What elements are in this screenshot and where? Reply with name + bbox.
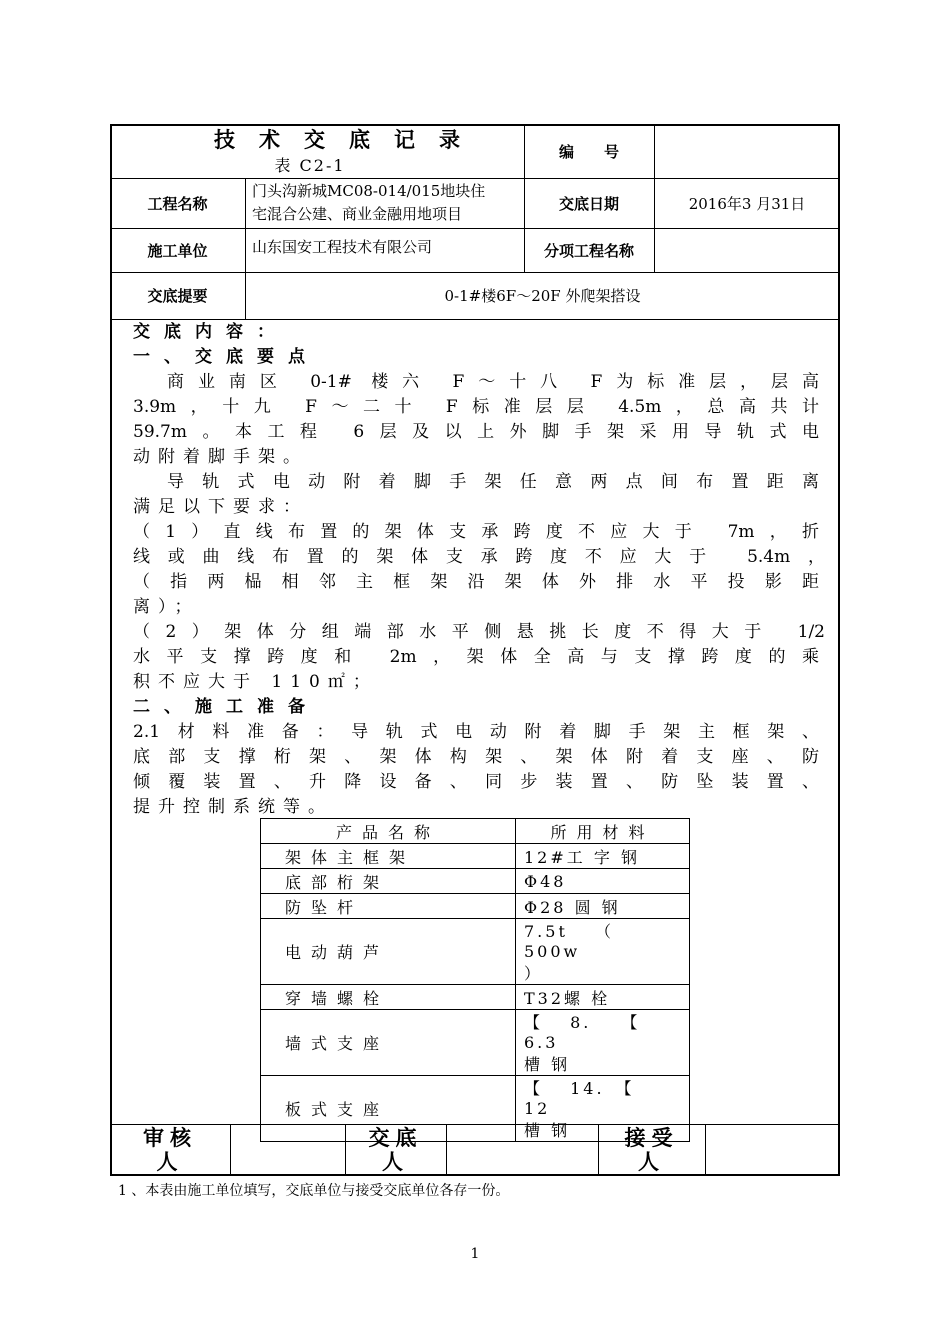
table-header-row <box>261 819 690 844</box>
content-line: 2.1材料准备：导轨式电动附着脚手架主框架、 <box>133 722 819 742</box>
table-row <box>261 1010 690 1076</box>
content-line: 线或曲线布置的架体支承跨度不应大于 5.4m， <box>133 547 825 567</box>
content-line: 导轨式电动附着脚手架任意两点间布置距离 <box>167 472 819 492</box>
project-name-label: 工程名称 <box>147 194 208 213</box>
section-title: 一、交底要点 <box>133 347 319 367</box>
summary-value: 0-1#楼6F～20F 外爬架搭设 <box>444 287 641 305</box>
project-name-line: 门头沟新城MC08-014/015地块住 <box>252 182 486 200</box>
summary-label: 交底提要 <box>147 287 208 305</box>
content-line: 积不应大于 110㎡； <box>133 672 378 692</box>
discloser-label <box>345 1124 446 1176</box>
column-header: 产品名称 <box>261 819 516 844</box>
product-cell: 穿墙螺栓 <box>261 985 516 1010</box>
material-line: 7.5t （ 500w <box>524 922 642 961</box>
table-row <box>261 869 690 894</box>
reviewer-label-line: 人 <box>156 1150 184 1174</box>
receiver-label-line: 人 <box>638 1150 665 1174</box>
content-line: （1）直线布置的架体支承跨度不应大于 7m，折 <box>133 522 819 542</box>
contractor-label: 施工单位 <box>147 241 208 260</box>
receiver-label-line: 接受 <box>624 1126 679 1150</box>
table-row <box>261 894 690 919</box>
subitem-value <box>654 228 840 272</box>
discloser-label-line: 交底 <box>368 1126 423 1150</box>
content-heading: 交底内容： <box>133 322 288 342</box>
number-value <box>654 124 840 178</box>
product-cell: 墙式支座 <box>261 1010 516 1076</box>
date-value: 2016年3 月31日 <box>688 194 806 213</box>
material-cell: Φ48 <box>516 869 690 894</box>
content-line: 底部支撑桁架、架体构架、架体附着支座、防 <box>133 747 819 767</box>
material-cell <box>516 919 690 985</box>
form-title: 技术交底记录 <box>214 128 484 152</box>
grid-line <box>705 1124 706 1176</box>
date-label: 交底日期 <box>558 194 619 213</box>
content-line: 满足以下要求： <box>133 497 308 517</box>
project-name-line: 宅混合公建、商业金融用地项目 <box>252 205 463 223</box>
table-row <box>261 985 690 1010</box>
material-cell <box>516 1010 690 1076</box>
table-row <box>261 844 690 869</box>
content-line: 离）； <box>133 597 200 617</box>
material-line: 槽 钢 <box>524 1121 571 1140</box>
content-line: 商业南区 0-1# 楼六 F～十八 F为标准层，层高 <box>167 372 819 392</box>
number-label: 编 号 <box>558 142 619 161</box>
material-cell: Φ28 圆 钢 <box>516 894 690 919</box>
content-line: 倾覆装置、升降设备、同步装置、防坠装置、 <box>133 772 819 792</box>
material-line: ） <box>524 964 544 983</box>
material-line: 【 14. 【 12 <box>524 1079 662 1118</box>
content-line: （指两榀相邻主框架沿架体外排水平投影距 <box>133 572 819 592</box>
subitem-label: 分项工程名称 <box>543 241 634 260</box>
grid-line <box>230 1124 231 1176</box>
discloser-label-line: 人 <box>382 1150 409 1174</box>
form-number: 表 C2-1 <box>274 155 346 175</box>
product-cell: 架体主框架 <box>261 844 516 869</box>
contractor-value: 山东国安工程技术有限公司 <box>252 238 433 256</box>
material-cell: 12#工 字 钢 <box>516 844 690 869</box>
content-line: 3.9m，十九 F～二十 F标准层层 4.5m，总高共计 <box>133 397 819 417</box>
table-row <box>261 919 690 985</box>
product-cell: 电动葫芦 <box>261 919 516 985</box>
column-header: 所用材料 <box>516 819 690 844</box>
product-cell: 板式支座 <box>261 1076 516 1142</box>
material-cell: T32螺 栓 <box>516 985 690 1010</box>
reviewer-label-line: 审核 <box>143 1126 197 1150</box>
content-line: 59.7m。本工程 6层及以上外脚手架采用导轨式电 <box>133 422 819 442</box>
section-title: 二、施工准备 <box>133 697 319 717</box>
content-line: 水平支撑跨度和 2m，架体全高与支撑跨度的乘 <box>133 647 819 667</box>
project-name-value <box>252 180 524 226</box>
material-line: 【 8. 【 6.3 <box>524 1013 668 1052</box>
product-cell: 底部桁架 <box>261 869 516 894</box>
content-line: 提升控制系统等。 <box>133 797 333 817</box>
receiver-label <box>598 1124 705 1176</box>
reviewer-label <box>110 1124 230 1176</box>
materials-table <box>260 818 690 1142</box>
content-line: （2）架体分组端部水平侧悬挑长度不得大于 1/2 <box>133 622 825 642</box>
content-line: 动附着脚手架。 <box>133 447 308 467</box>
footnote: 1 、本表由施工单位填写，交底单位与接受交底单位各存一份。 <box>118 1183 510 1199</box>
material-line: 槽 钢 <box>524 1055 571 1074</box>
page-number: 1 <box>470 1246 480 1262</box>
product-cell: 防坠杆 <box>261 894 516 919</box>
